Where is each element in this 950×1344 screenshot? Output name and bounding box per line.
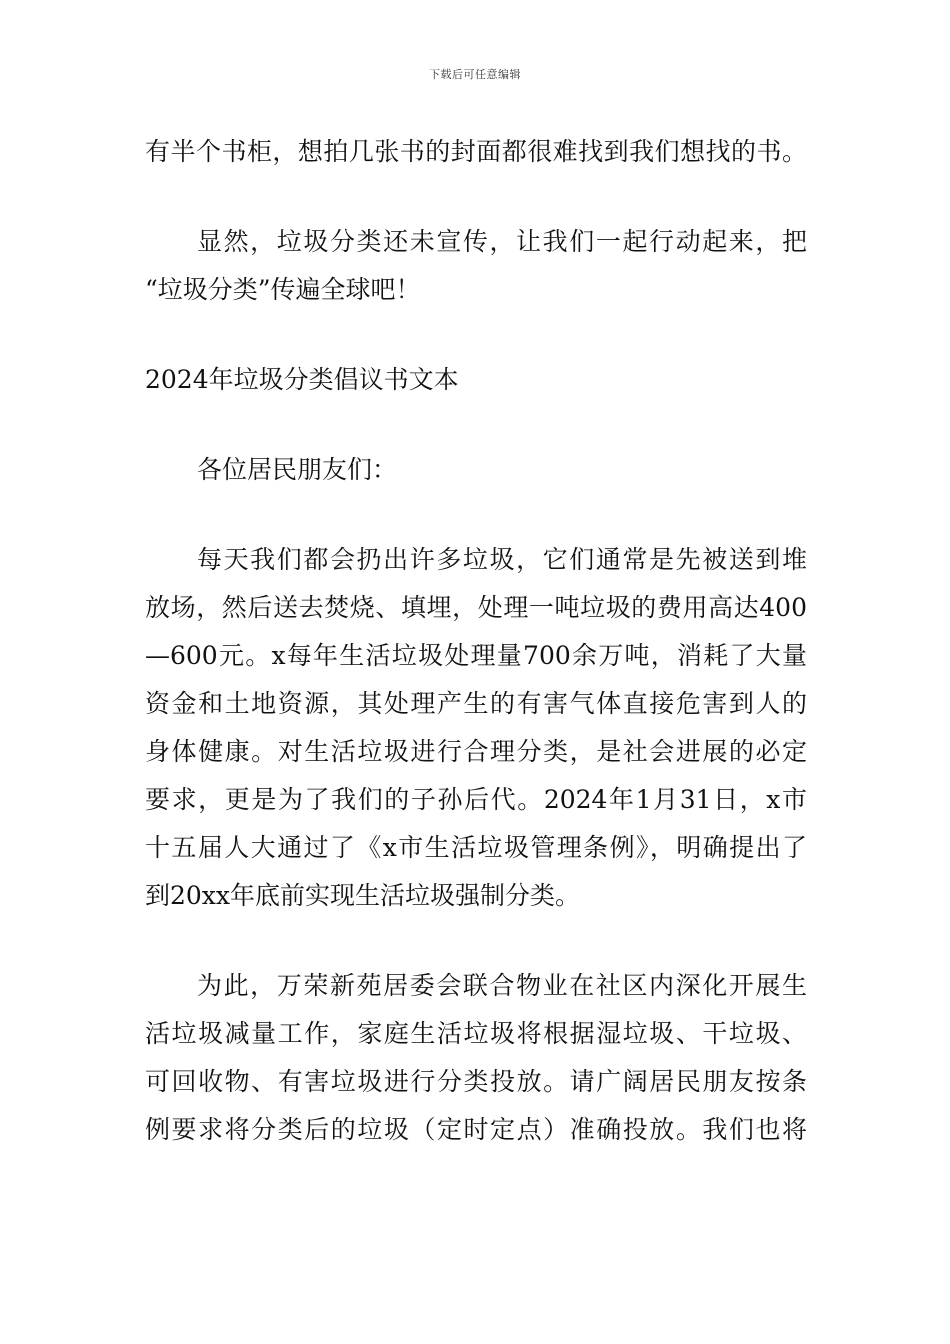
- paragraph: [145, 962, 807, 1154]
- download-note: 下载后可任意编辑: [429, 68, 521, 81]
- document-body: [145, 128, 807, 1154]
- section-title: [145, 356, 807, 404]
- text-line: 2024年垃圾分类倡议书文本: [145, 365, 459, 394]
- text-line: “垃圾分类”传遍全球吧！: [145, 275, 421, 304]
- text-line: 放场，然后送去焚烧、填埋，处理一吨垃圾的费用高达400: [145, 593, 807, 622]
- text-line: 活垃圾减量工作，家庭生活垃圾将根据湿垃圾、干垃圾、: [145, 1019, 807, 1048]
- text-line: 有半个书柜，想拍几张书的封面都很难找到我们想找的书。: [145, 137, 807, 166]
- text-line: 资金和土地资源，其处理产生的有害气体直接危害到人的: [145, 689, 807, 718]
- text-line: 要求，更是为了我们的子孙后代。2024年1月31日，x市: [145, 785, 807, 814]
- text-line: 十五届人大通过了《x市生活垃圾管理条例》，明确提出了: [145, 833, 807, 862]
- text-line: 每天我们都会扔出许多垃圾，它们通常是先被送到堆: [197, 545, 807, 574]
- text-line: 可回收物、有害垃圾进行分类投放。请广阔居民朋友按条: [145, 1067, 807, 1096]
- text-line: —600元。x每年生活垃圾处理量700余万吨，消耗了大量: [145, 641, 807, 670]
- text-line: 身体健康。对生活垃圾进行合理分类，是社会进展的必定: [145, 737, 807, 766]
- text-line: 到20xx年底前实现生活垃圾强制分类。: [145, 881, 581, 910]
- paragraph: [145, 218, 807, 314]
- text-line: 例要求将分类后的垃圾（定时定点）准确投放。我们也将: [145, 1115, 807, 1144]
- text-line: 显然，垃圾分类还未宣传，让我们一起行动起来，把: [197, 227, 807, 256]
- text-line: 为此，万荣新苑居委会联合物业在社区内深化开展生: [197, 971, 807, 1000]
- paragraph: [145, 536, 807, 920]
- text-line: 各位居民朋友们：: [197, 455, 398, 484]
- salutation: [145, 446, 807, 494]
- paragraph: [145, 128, 807, 176]
